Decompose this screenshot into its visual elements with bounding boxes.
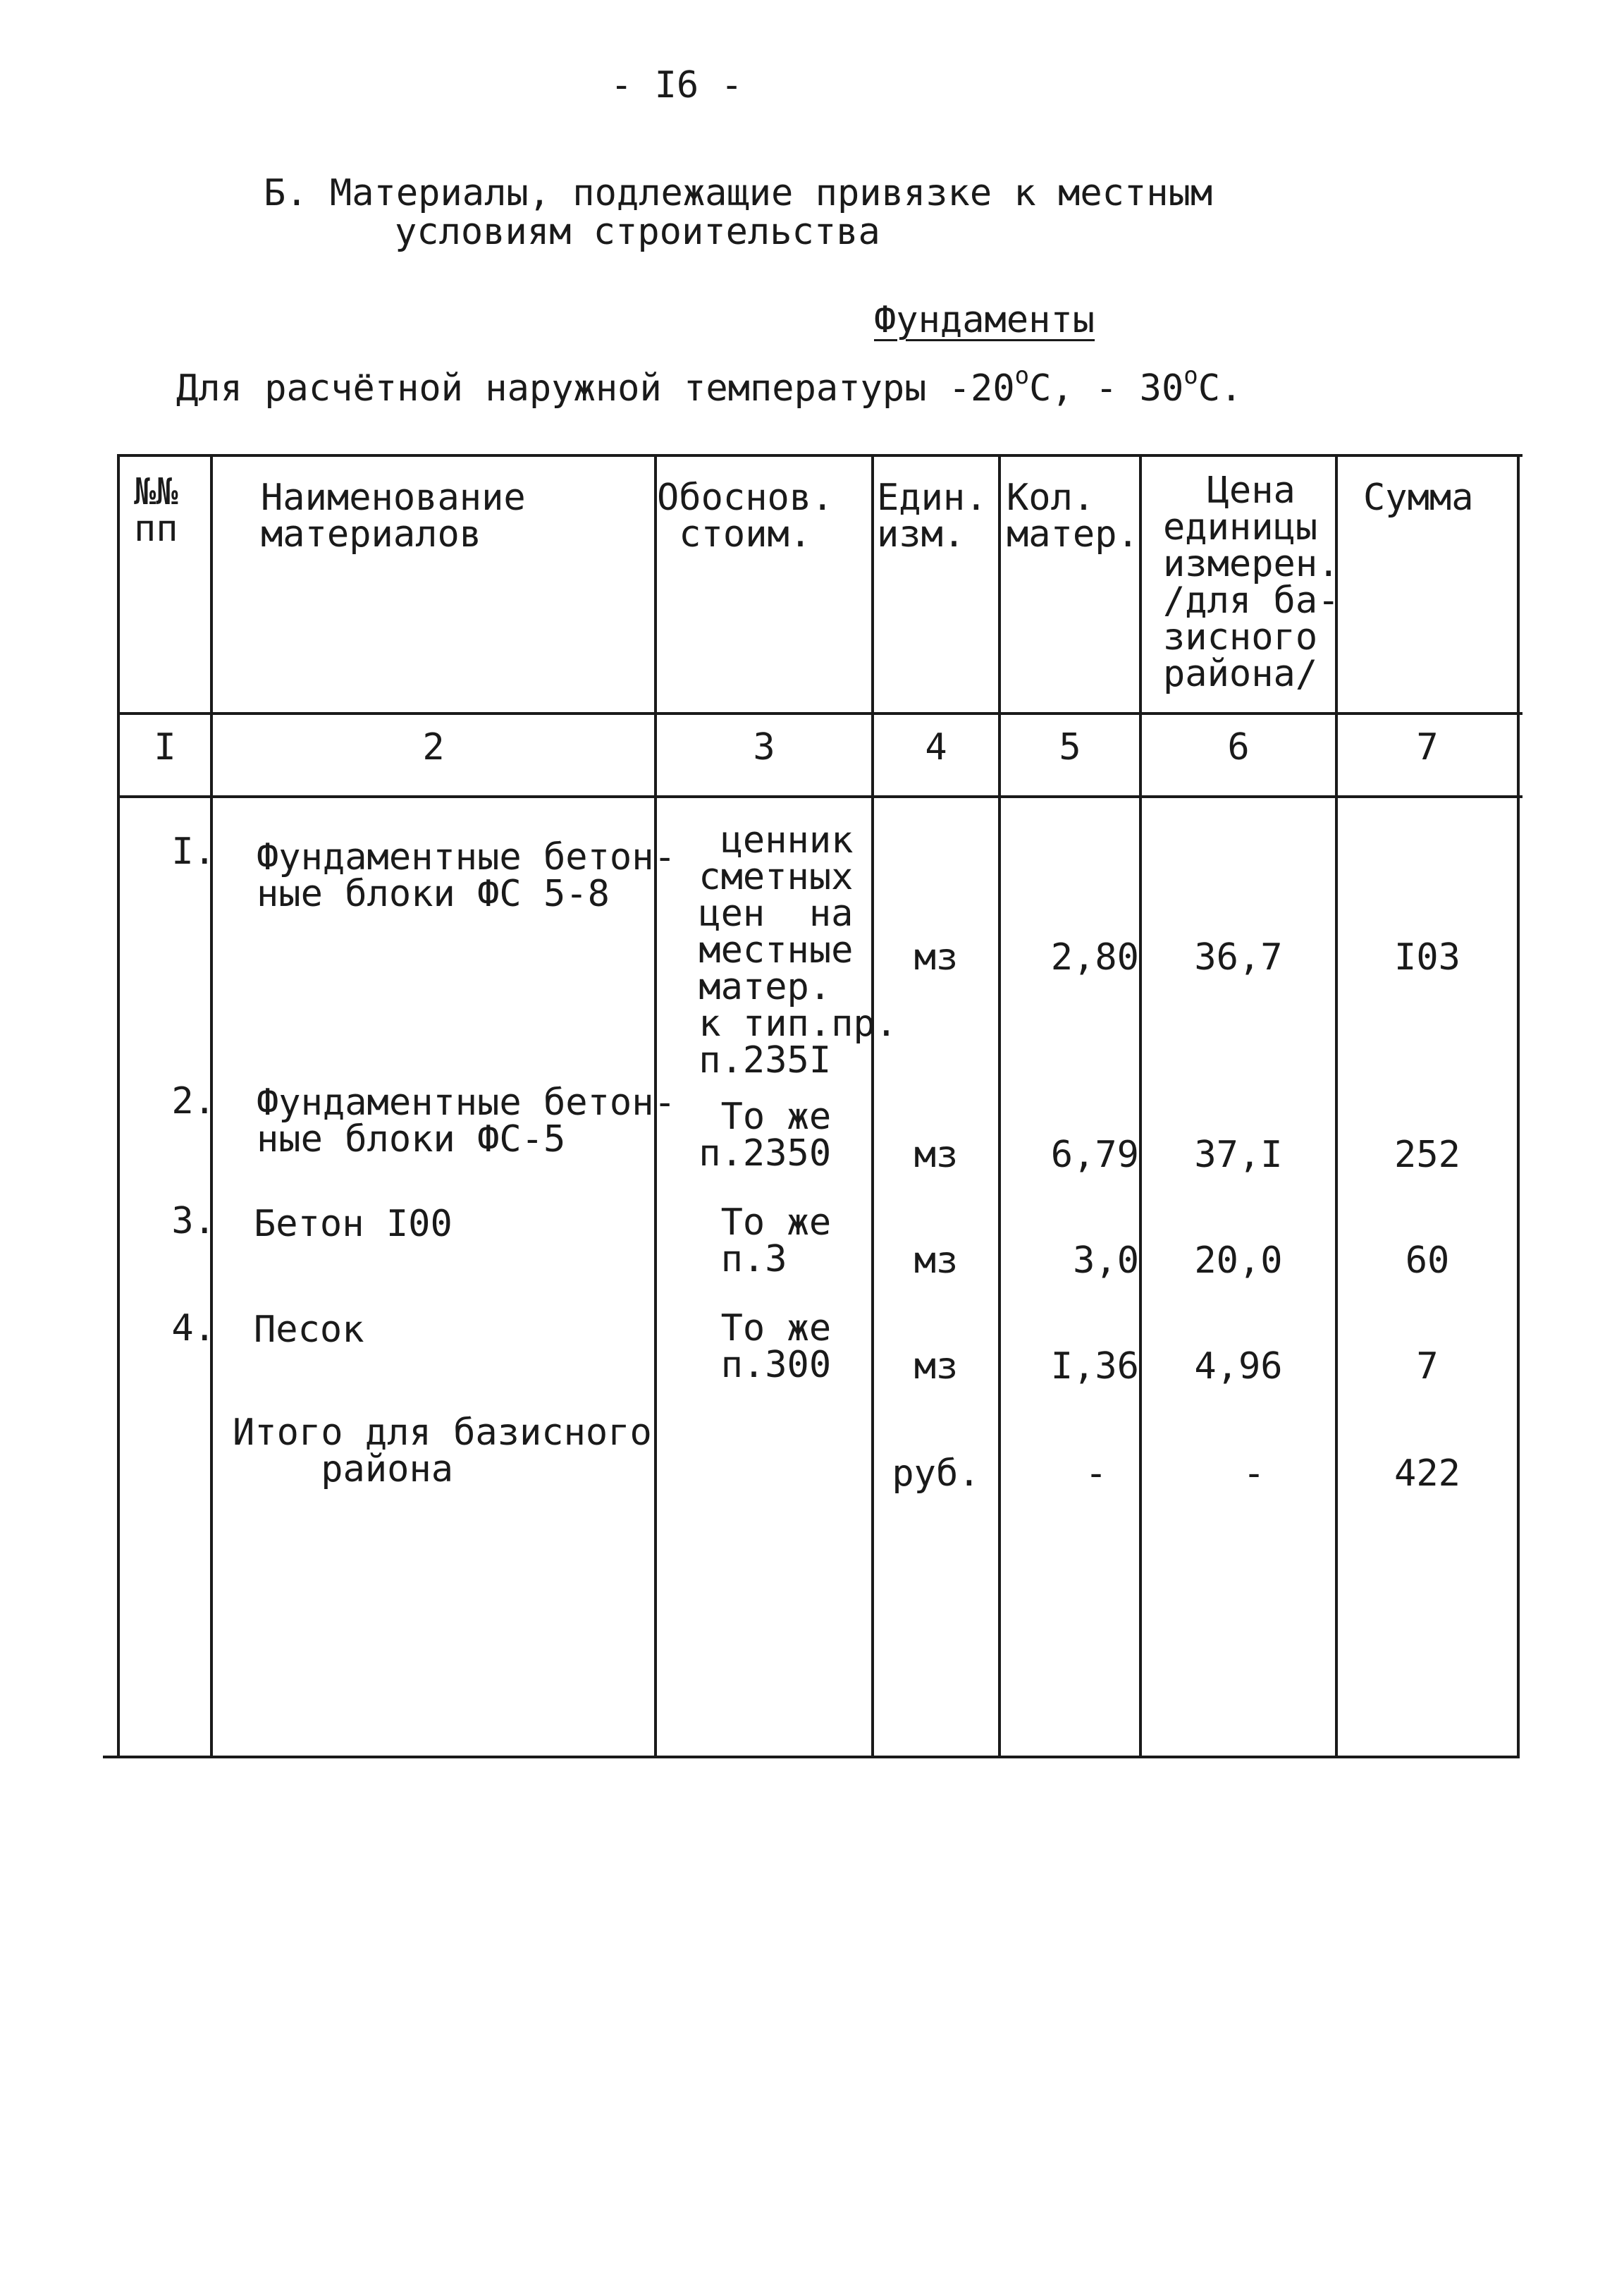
- row-name: Бетон I00: [254, 1203, 453, 1245]
- header-sum: Сумма: [1363, 477, 1474, 519]
- column-number: 7: [1416, 726, 1439, 769]
- row-sum: 252: [1394, 1134, 1460, 1176]
- row-qty: 3,0: [1073, 1239, 1139, 1282]
- header-name: Наименование материалов: [261, 477, 526, 556]
- column-number: 5: [1059, 726, 1081, 769]
- row-number: 3.: [171, 1200, 216, 1242]
- header-unit: Един. изм.: [877, 477, 988, 556]
- table-col-divider: [1139, 454, 1142, 1758]
- table-colnum-divider: [117, 795, 1522, 798]
- row-price: 20,0: [1194, 1239, 1283, 1282]
- row-number: I.: [171, 831, 216, 873]
- row-basis: ценник сметных цен на местные матер. к тип.пр. п.235I: [699, 819, 898, 1082]
- row-qty: I,36: [1050, 1345, 1139, 1388]
- row-name: Песок: [254, 1309, 364, 1351]
- row-unit: мз: [914, 1345, 959, 1388]
- column-number: 2: [422, 726, 445, 769]
- section-title-line2: условиям строительства: [395, 211, 880, 253]
- row-sum: 60: [1405, 1239, 1450, 1282]
- total-qty: -: [1085, 1452, 1107, 1495]
- table-border-bottom: [103, 1756, 1517, 1758]
- row-sum: I03: [1394, 936, 1460, 979]
- header-basis: Обоснов. стоим.: [657, 477, 834, 556]
- row-sum: 7: [1416, 1345, 1439, 1388]
- row-name: Фундаментные бетон- ные блоки ФС-5: [257, 1082, 676, 1161]
- row-price: 36,7: [1194, 936, 1283, 979]
- table-col-divider: [998, 454, 1001, 1758]
- column-number: 4: [925, 726, 947, 769]
- row-basis: То же п.2350: [699, 1096, 832, 1175]
- table-col-divider: [871, 454, 874, 1758]
- row-unit: мз: [914, 936, 959, 979]
- header-num: №№ пп: [134, 471, 178, 550]
- total-unit: руб.: [892, 1452, 980, 1495]
- header-price: Цена единицы измерен. /для ба- зисного района/: [1163, 470, 1340, 695]
- row-name: Фундаментные бетон- ные блоки ФС 5-8: [257, 836, 676, 915]
- row-qty: 6,79: [1050, 1134, 1139, 1176]
- total-sum: 422: [1394, 1452, 1460, 1495]
- page-number: - I6 -: [610, 64, 743, 106]
- table-header-divider: [117, 712, 1522, 715]
- column-number: 3: [753, 726, 775, 769]
- table-border-right: [1517, 454, 1520, 1758]
- total-label: Итого для базисного района: [233, 1412, 652, 1490]
- row-basis: То же п.300: [720, 1307, 832, 1386]
- row-unit: мз: [914, 1239, 959, 1282]
- row-unit: мз: [914, 1134, 959, 1176]
- temperature-line: Для расчётной наружной температуры $-20^оС$, - $30^оС$.: [176, 361, 1243, 410]
- table-border-top: [117, 454, 1522, 457]
- row-price: 4,96: [1194, 1345, 1283, 1388]
- section-title-line1: Б. Материалы, подлежащие привязке к местным: [264, 172, 1213, 214]
- row-number: 2.: [171, 1080, 216, 1122]
- column-number: 6: [1227, 726, 1250, 769]
- row-number: 4.: [171, 1307, 216, 1349]
- header-qty: Кол. матер.: [1007, 477, 1139, 556]
- column-number: I: [154, 726, 176, 769]
- row-qty: 2,80: [1050, 936, 1139, 979]
- row-price: 37,I: [1194, 1134, 1283, 1176]
- total-price: -: [1243, 1452, 1265, 1495]
- subsection-title: Фундаменты: [874, 299, 1095, 341]
- row-basis: То же п.3: [720, 1201, 832, 1280]
